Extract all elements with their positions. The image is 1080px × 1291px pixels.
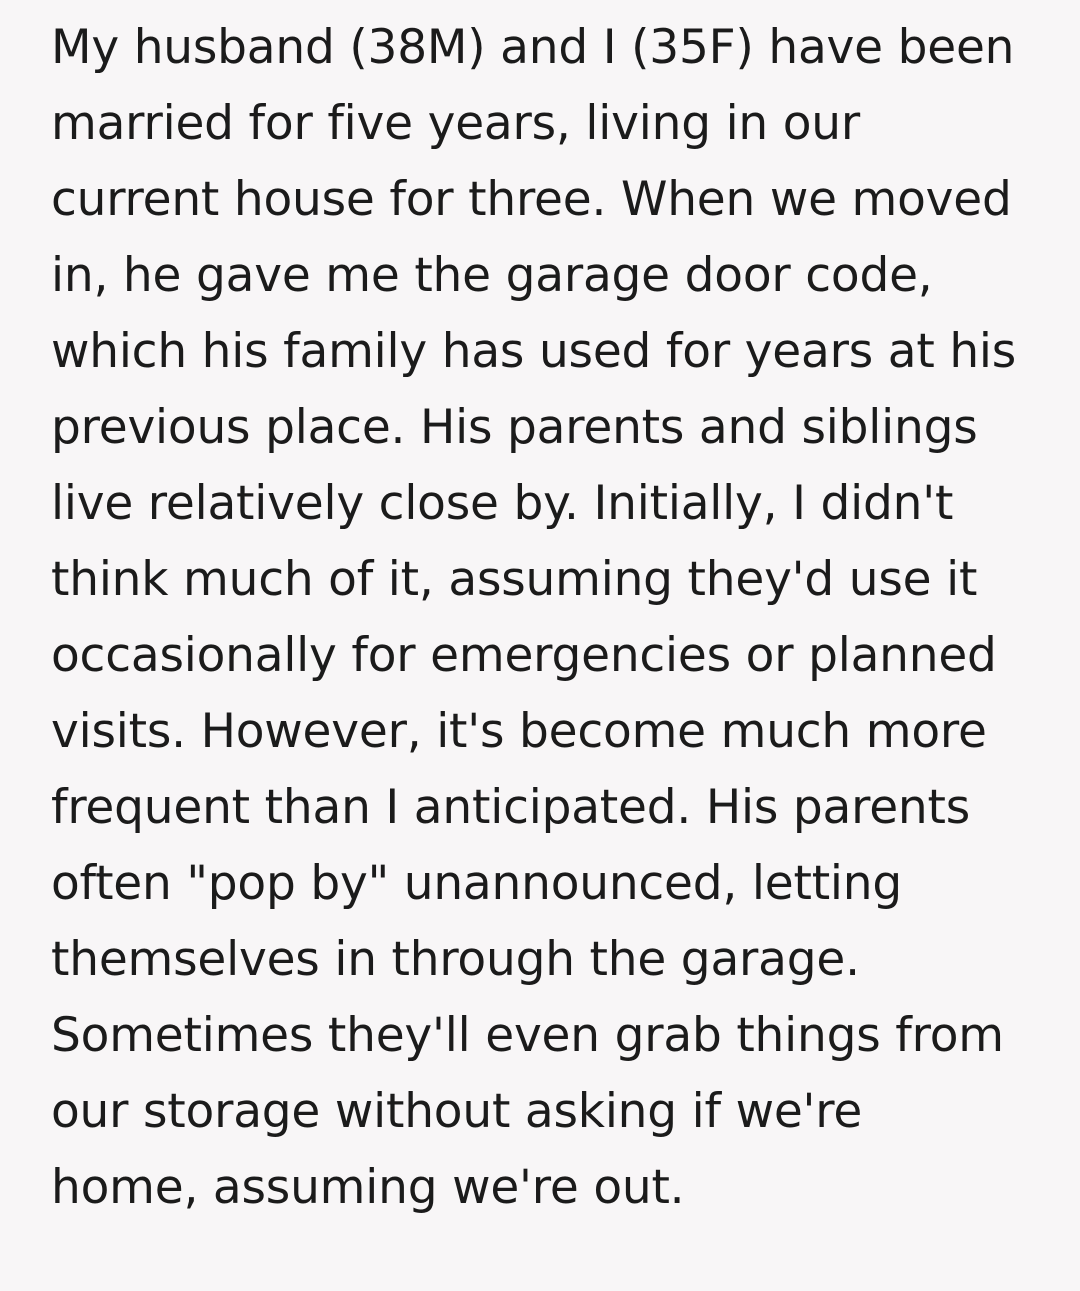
text-line: think much of it, assuming they'd use it [51, 552, 978, 607]
text-line: My husband (38M) and I (35F) have been [51, 20, 1015, 75]
text-line: current house for three. When we moved [51, 172, 1012, 227]
text-line: previous place. His parents and siblings [51, 400, 978, 455]
text-line: in, he gave me the garage door code, [51, 248, 933, 303]
text-line: visits. However, it's become much more [51, 704, 987, 759]
post-body-text [51, 10, 1071, 1226]
text-line: occasionally for emergencies or planned [51, 628, 997, 683]
text-line: which his family has used for years at his [51, 324, 1017, 379]
text-line: themselves in through the garage. [51, 932, 860, 987]
text-line: live relatively close by. Initially, I didn't [51, 476, 954, 531]
text-line: married for five years, living in our [51, 96, 861, 151]
text-line: home, assuming we're out. [51, 1160, 685, 1215]
text-line: often "pop by" unannounced, letting [51, 856, 903, 911]
text-line: our storage without asking if we're [51, 1084, 863, 1139]
text-line: frequent than I anticipated. His parents [51, 780, 971, 835]
text-line: Sometimes they'll even grab things from [51, 1008, 1004, 1063]
